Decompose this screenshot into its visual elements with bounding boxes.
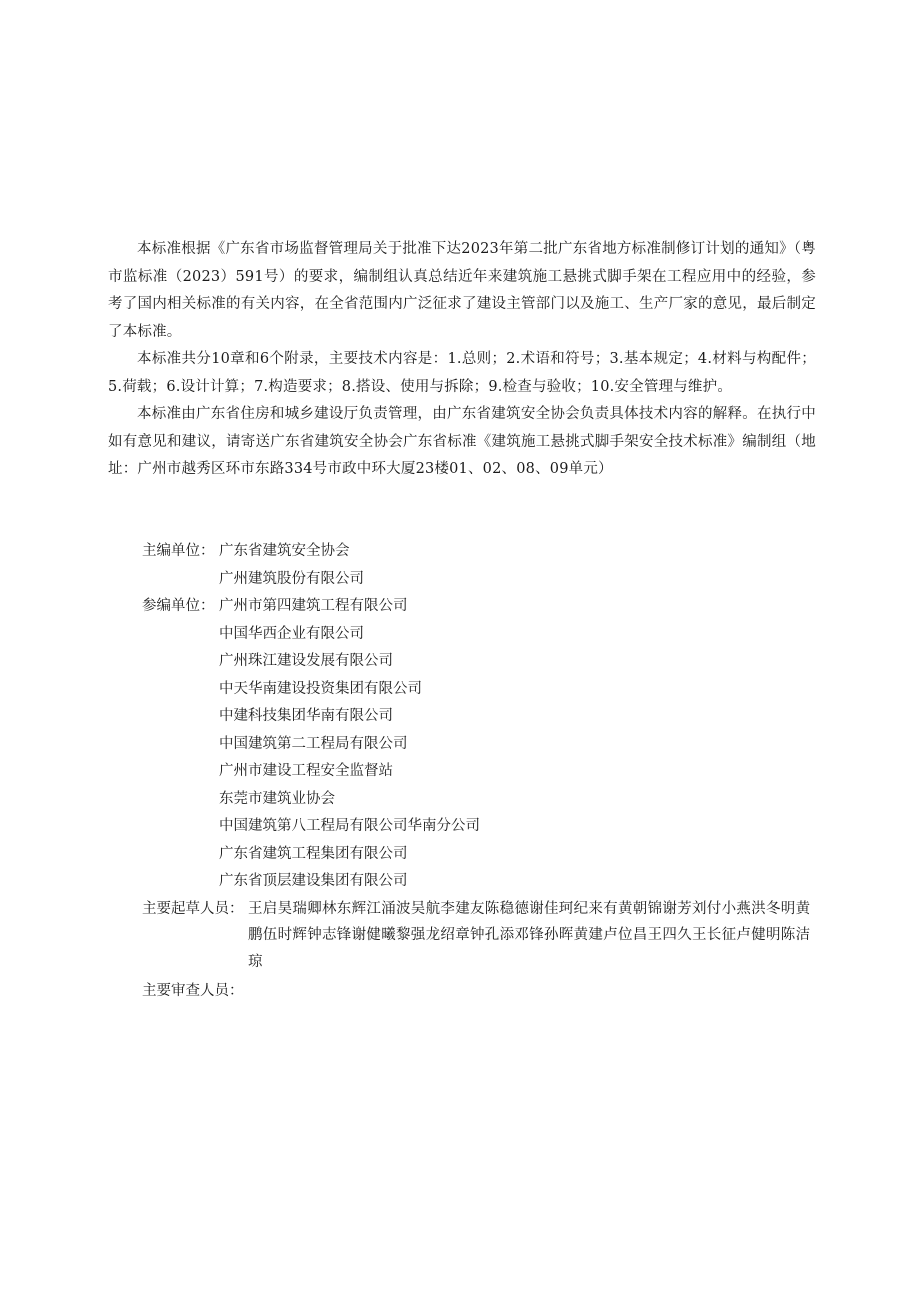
participant-row [142,786,832,814]
participant-row [142,841,832,869]
participant-unit: 中天华南建设投资集团有限公司 [219,680,422,697]
participant-row [142,813,832,841]
participant-row [142,731,832,759]
preface-paragraph-basis: 本标准根据《广东省市场监督管理局关于批准下达2023年第二批广东省地方标准制修订计划的通知》（粤市监标准（2023）591号）的要求，编制组认真总结近年来建筑施工悬挑式脚手架在工程应用中的经验，参考了国内相关标准的有关内容，在全省范围内广泛征求了建设主管部门以及施工、生产厂家的意见，最后制定了本标准。 [108,241,816,340]
drafters-label: 主要起草人员： [142,900,244,917]
participant-unit: 中国建筑第二工程局有限公司 [219,735,408,752]
units-section [142,538,832,1005]
preface-paragraph-contents: 本标准共分10章和6个附录，主要技术内容是：1.总则；2.术语和符号；3.基本规定；4.材料与构配件；5.荷载；6.设计计算；7.构造要求；8.搭设、使用与拆除；9.检查与验收；10.安全管理与维护。 [108,351,816,395]
participant-row [142,868,832,896]
preface-section [108,236,816,484]
participant-unit: 中国华西企业有限公司 [219,625,364,642]
participant-unit: 广州市建设工程安全监督站 [219,763,393,779]
chief-editor-label: 主编单位： [142,543,215,559]
participant-unit: 广州市第四建筑工程有限公司 [219,598,408,614]
participant-unit: 东莞市建筑业协会 [219,790,335,807]
chief-editor-unit: 广东省建筑安全协会 [219,543,350,559]
participant-units [142,593,832,896]
participant-unit: 中建科技集团华南有限公司 [219,708,393,724]
participant-row [142,648,832,676]
participant-row [142,703,832,731]
preface-paragraph-management: 本标准由广东省住房和城乡建设厅负责管理，由广东省建筑安全协会负责具体技术内容的解释。在执行中如有意见和建议，请寄送广东省建筑安全协会广东省标准《建筑施工悬挑式脚手架安全技术标准》编制组（地址：广州市越秀区环市东路334号市政中环大厦23楼01、02、08、09单元） [108,406,816,477]
participant-unit: 广东省顶层建设集团有限公司 [219,873,408,889]
chief-editor-unit: 广州建筑股份有限公司 [219,570,364,587]
participant-label: 参编单位： [142,598,215,614]
participant-row [142,593,832,621]
participant-row [142,758,832,786]
drafters-block [142,896,832,978]
chief-editor-row [142,566,832,594]
chief-editor-row [142,538,832,566]
drafters-names: 王启昊瑞卿林东辉江涌波吴航李建友陈稳德谢佳珂纪来有黄朝锦谢芳刘付小燕洪冬明黄鹏伍时辉钟志锋谢健曦黎强龙绍章钟孔添邓锋孙晖黄建卢位昌王四久王长征卢健明陈洁琼 [248,900,811,970]
participant-row [142,621,832,649]
participant-unit: 广州珠江建设发展有限公司 [219,653,393,669]
chief-editor-units [142,538,832,593]
reviewers-label: 主要审查人员： [142,982,244,999]
participant-unit: 广东省建筑工程集团有限公司 [219,845,408,862]
participant-unit: 中国建筑第八工程局有限公司华南分公司 [219,818,480,834]
reviewers-block [142,978,832,1006]
participant-row [142,676,832,704]
